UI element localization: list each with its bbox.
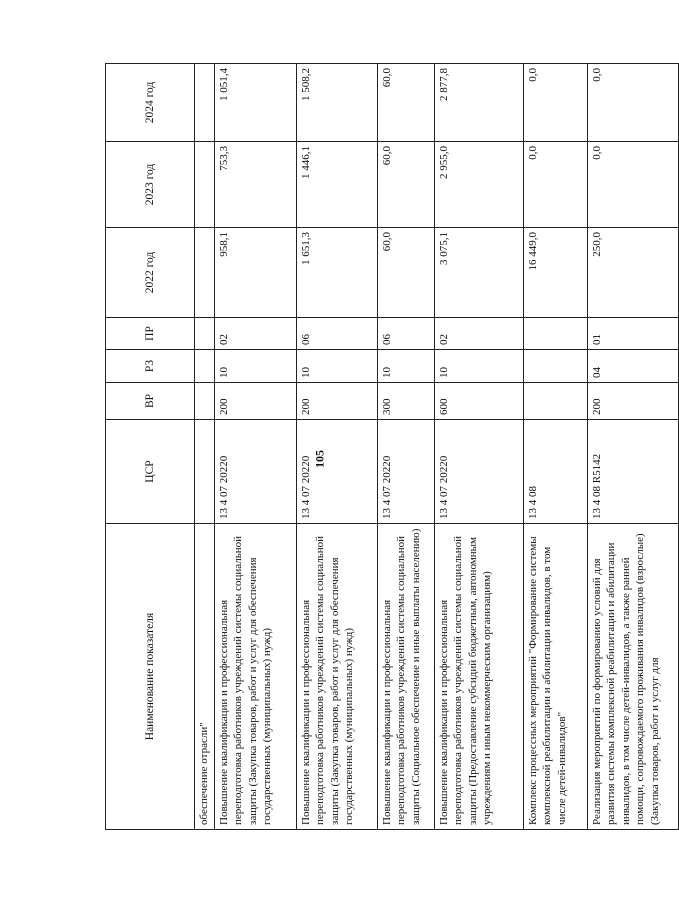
cell-pr: 06 <box>377 318 434 350</box>
cell-vr: 200 <box>587 383 678 420</box>
cell-2024: 60,0 <box>377 64 434 142</box>
cell-rz <box>523 350 587 383</box>
cell-pr: 02 <box>214 318 296 350</box>
cell-name: Повышение квалификации и профессиональная переподготовка работников учреждений системы социальной защиты (Социальное обеспечение и иные выплаты населению) <box>377 524 434 830</box>
cell-2023: 1 446,1 <box>296 142 377 228</box>
cell-2024 <box>195 64 215 142</box>
cell-2023: 60,0 <box>377 142 434 228</box>
header-vr: ВР <box>106 383 195 420</box>
header-rz: РЗ <box>106 350 195 383</box>
cell-name: обеспечение отрасли" <box>195 524 215 830</box>
header-2022: 2022 год <box>106 228 195 318</box>
cell-rz: 04 <box>587 350 678 383</box>
cell-vr: 600 <box>434 383 523 420</box>
cell-pr <box>195 318 215 350</box>
cell-name: Реализация мероприятий по формированию условий для развития системы комплексной реабилитации и абилитации инвалидов, в том числе детей-инвалидов, а также ранней помощи, сопровождаемого проживания инвалидов (взрослые) (Закупка товаров, работ и услуг для <box>587 524 678 830</box>
cell-2023: 2 955,0 <box>434 142 523 228</box>
cell-2022: 16 449,0 <box>523 228 587 318</box>
cell-rz <box>195 350 215 383</box>
cell-pr: 01 <box>587 318 678 350</box>
header-name: Наименование показателя <box>106 524 195 830</box>
table-row <box>434 64 523 830</box>
cell-rz: 10 <box>434 350 523 383</box>
cell-rz: 10 <box>377 350 434 383</box>
cell-2022: 958,1 <box>214 228 296 318</box>
cell-csr <box>195 420 215 524</box>
table-row <box>377 64 434 830</box>
cell-csr: 13 4 08 <box>523 420 587 524</box>
cell-2023: 0,0 <box>523 142 587 228</box>
cell-2023 <box>195 142 215 228</box>
cell-pr: 02 <box>434 318 523 350</box>
cell-2024: 0,0 <box>587 64 678 142</box>
cell-2022 <box>195 228 215 318</box>
header-csr: ЦСР <box>106 420 195 524</box>
cell-2022: 1 651,3 <box>296 228 377 318</box>
table-row <box>523 64 587 830</box>
cell-vr: 300 <box>377 383 434 420</box>
cell-vr <box>195 383 215 420</box>
header-2024: 2024 год <box>106 64 195 142</box>
table-row <box>296 64 377 830</box>
budget-table <box>105 63 679 830</box>
table-row <box>587 64 678 830</box>
cell-csr: 13 4 07 20220 <box>296 420 377 524</box>
cell-vr <box>523 383 587 420</box>
cell-rz: 10 <box>296 350 377 383</box>
cell-2024: 2 877,8 <box>434 64 523 142</box>
cell-name: Повышение квалификации и профессиональная переподготовка работников учреждений системы социальной защиты (Предоставление субсидий бюджетным, автономным учреждениям и иным некоммерческим организациям) <box>434 524 523 830</box>
cell-csr: 13 4 08 R5142 <box>587 420 678 524</box>
cell-vr: 200 <box>214 383 296 420</box>
cell-name: Комплекс процессных мероприятий "Формирование системы комплексной реабилитации и абилитации инвалидов, в том числе детей-инвалидов" <box>523 524 587 830</box>
cell-2024: 1 508,2 <box>296 64 377 142</box>
cell-2024: 1 051,4 <box>214 64 296 142</box>
table-row <box>195 64 215 830</box>
rotated-table-container <box>105 64 661 830</box>
cell-pr: 06 <box>296 318 377 350</box>
header-2023: 2023 год <box>106 142 195 228</box>
cell-csr: 13 4 07 20220 <box>434 420 523 524</box>
cell-2022: 250,0 <box>587 228 678 318</box>
cell-2022: 3 075,1 <box>434 228 523 318</box>
cell-csr: 13 4 07 20220 <box>377 420 434 524</box>
cell-pr <box>523 318 587 350</box>
cell-csr: 13 4 07 20220 <box>214 420 296 524</box>
header-pr: ПР <box>106 318 195 350</box>
cell-name: Повышение квалификации и профессиональная переподготовка работников учреждений системы социальной защиты (Закупка товаров, работ и услуг для обеспечения государственных (муниципальных) нужд) <box>296 524 377 830</box>
table-row <box>214 64 296 830</box>
cell-2024: 0,0 <box>523 64 587 142</box>
cell-2023: 753,3 <box>214 142 296 228</box>
cell-2022: 60,0 <box>377 228 434 318</box>
cell-vr: 200 <box>296 383 377 420</box>
cell-rz: 10 <box>214 350 296 383</box>
cell-name: Повышение квалификации и профессиональная переподготовка работников учреждений системы социальной защиты (Закупка товаров, работ и услуг для обеспечения государственных (муниципальных) нужд) <box>214 524 296 830</box>
cell-2023: 0,0 <box>587 142 678 228</box>
header-row <box>106 64 195 830</box>
page-number: 105 <box>312 450 327 468</box>
